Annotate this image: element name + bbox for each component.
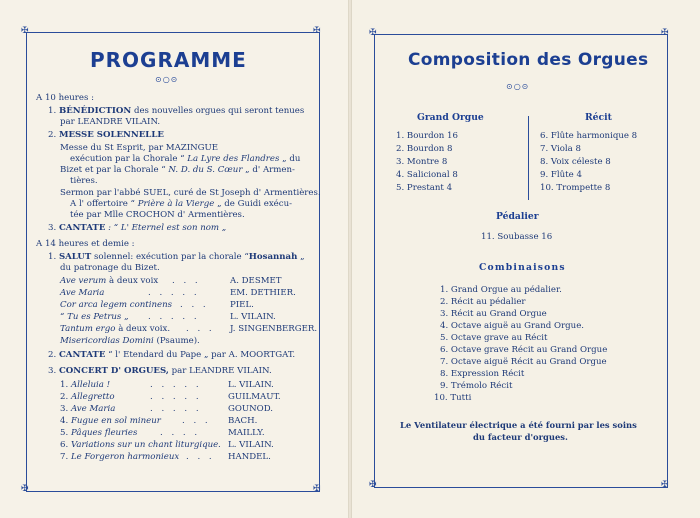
concert-piece: 6. Variations sur un chant liturgique — [60, 440, 219, 450]
salut-piece: Misericordias Domini (Psaume). — [60, 336, 200, 346]
concert-piece: 1. Alleluia ! — [60, 380, 111, 390]
corner-ornament: ✠ — [21, 484, 29, 494]
programme-title: PROGRAMME — [90, 48, 247, 72]
leader-dots: . . . . . — [148, 288, 200, 298]
corner-ornament: ✠ — [661, 480, 669, 490]
composer: A. DESMET — [230, 276, 282, 286]
stop-item: 8. Voix céleste 8 — [540, 157, 611, 167]
combinaisons-heading: Combinaisons — [479, 262, 566, 273]
leader-dots: . — [218, 440, 224, 450]
leader-dots: . . . . . — [148, 312, 200, 322]
leader-dots: . . . . . — [150, 392, 202, 402]
stop-item: 9. Flûte 4 — [540, 170, 582, 180]
salut-piece: Ave Maria — [60, 288, 105, 298]
combination-item: 2. Récit au pédalier — [440, 297, 526, 307]
leader-dots: . . . — [180, 300, 209, 310]
offertory-line: A l' offertoire “ Prière à la Vierge „ de Guidi exécu- — [70, 199, 293, 209]
stop-item: 11. Soubasse 16 — [481, 232, 553, 242]
afternoon-item-3: 3. CONCERT D' ORGUES, par LEANDRE VILAIN. — [48, 366, 272, 376]
salut-piece: “ Tu es Petrus „ — [60, 312, 129, 322]
recit-heading: Récit — [585, 112, 612, 123]
salut-piece: Ave verum à deux voix — [60, 276, 159, 286]
composer: L. VILAIN. — [228, 380, 274, 390]
grand-orgue-heading: Grand Orgue — [417, 112, 484, 123]
concert-piece: 2. Allegretto — [60, 392, 115, 402]
concert-piece: 3. Ave Maria — [60, 404, 116, 414]
concert-piece: 5. Pâques fleuries — [60, 428, 138, 438]
leader-dots: . . . — [186, 452, 215, 462]
sermon-line: Sermon par l'abbé SUEL, curé de St Joseph d' Armentières. — [60, 188, 321, 198]
mass-line: Bizet et par la Chorale “ N. D. du S. Cœur „ d' Armen- — [60, 165, 295, 175]
composer: GUILMAUT. — [228, 392, 281, 402]
leader-dots: . . . — [186, 324, 215, 334]
leader-dots: . . . — [182, 416, 211, 426]
combination-item: 8. Expression Récit — [440, 369, 525, 379]
combination-item: 4. Octave aiguë au Grand Orgue. — [440, 321, 585, 331]
combination-item: 6. Octave grave Récit au Grand Orgue — [440, 345, 608, 355]
composer: MAILLY. — [228, 428, 265, 438]
mass-line: tières. — [70, 176, 98, 186]
stop-item: 3. Montre 8 — [396, 157, 448, 167]
composer: L. VILAIN. — [230, 312, 276, 322]
column-divider — [528, 116, 529, 200]
morning-item-2: 2. MESSE SOLENNELLE — [48, 130, 164, 140]
combination-item: 5. Octave grave au Récit — [440, 333, 548, 343]
corner-ornament: ✠ — [21, 26, 29, 36]
concert-piece: 7. Le Forgeron harmonieux — [60, 452, 180, 462]
stop-item: 5. Prestant 4 — [396, 183, 453, 193]
leader-dots: . . . . . — [150, 380, 202, 390]
stop-item: 10. Trompette 8 — [540, 183, 611, 193]
composer: EM. DETHIER. — [230, 288, 296, 298]
composer: L. VILAIN. — [228, 440, 274, 450]
morning-item-3: 3. CANTATE : “ L' Eternel est son nom „ — [48, 223, 227, 233]
composer: BACH. — [228, 416, 258, 426]
composer: PIEL. — [230, 300, 254, 310]
combination-item: 9. Trémolo Récit — [440, 381, 513, 391]
composition-title: Composition des Orgues — [408, 50, 649, 70]
offertory-line: tée par Mlle CROCHON d' Armentières. — [70, 210, 245, 220]
stop-item: 4. Salicional 8 — [396, 170, 458, 180]
salut-piece: Cor arca legem continens — [60, 300, 173, 310]
mass-line: Messe du St Esprit, par MAZINGUE — [60, 143, 219, 153]
salut-piece: Tantum ergo à deux voix. — [60, 324, 171, 334]
stop-item: 6. Flûte harmonique 8 — [540, 131, 638, 141]
title-ornament: ⊙○⊙ — [506, 82, 530, 91]
pedalier-heading: Pédalier — [496, 211, 539, 222]
corner-ornament: ✠ — [661, 28, 669, 38]
composer: J. SINGENBERGER. — [230, 324, 318, 334]
combination-item: 10. Tutti — [434, 393, 472, 403]
leader-dots: . . . . . — [150, 404, 202, 414]
title-ornament: ⊙○⊙ — [155, 75, 179, 84]
stop-item: 2. Bourdon 8 — [396, 144, 453, 154]
combination-item: 7. Octave aiguë Récit au Grand Orgue — [440, 357, 607, 367]
corner-ornament: ✠ — [313, 484, 321, 494]
stop-item: 1. Bourdon 16 — [396, 131, 458, 141]
morning-heading: A 10 heures : — [36, 93, 94, 103]
composer: HANDEL. — [228, 452, 271, 462]
leader-dots: . . . — [172, 276, 201, 286]
afternoon-item-2: 2. CANTATE “ l' Etendard du Pape „ par A. MOORTGAT. — [48, 350, 296, 360]
corner-ornament: ✠ — [369, 28, 377, 38]
afternoon-heading: A 14 heures et demie : — [36, 239, 135, 249]
morning-item-1-line2: par LEANDRE VILAIN. — [60, 117, 161, 127]
afternoon-item-1-line2: du patronage du Bizet. — [60, 263, 160, 273]
afternoon-item-1: 1. SALUT solennel: exécution par la chorale “Hosannah „ — [48, 252, 305, 262]
footer-note: du facteur d'orgues. — [473, 432, 568, 442]
combination-item: 1. Grand Orgue au pédalier. — [440, 285, 562, 295]
footer-note: Le Ventilateur électrique a été fourni par les soins — [400, 420, 637, 430]
leader-dots: . . . . — [160, 428, 201, 438]
morning-item-1: 1. BÉNÉDICTION des nouvelles orgues qui seront tenues — [48, 106, 305, 116]
corner-ornament: ✠ — [369, 480, 377, 490]
corner-ornament: ✠ — [313, 26, 321, 36]
concert-piece: 4. Fugue en sol mineur — [60, 416, 161, 426]
composer: GOUNOD. — [228, 404, 274, 414]
mass-line: exécution par la Chorale “ La Lyre des Flandres „ du — [70, 154, 301, 164]
stop-item: 7. Viola 8 — [540, 144, 581, 154]
combination-item: 3. Récit au Grand Orgue — [440, 309, 547, 319]
